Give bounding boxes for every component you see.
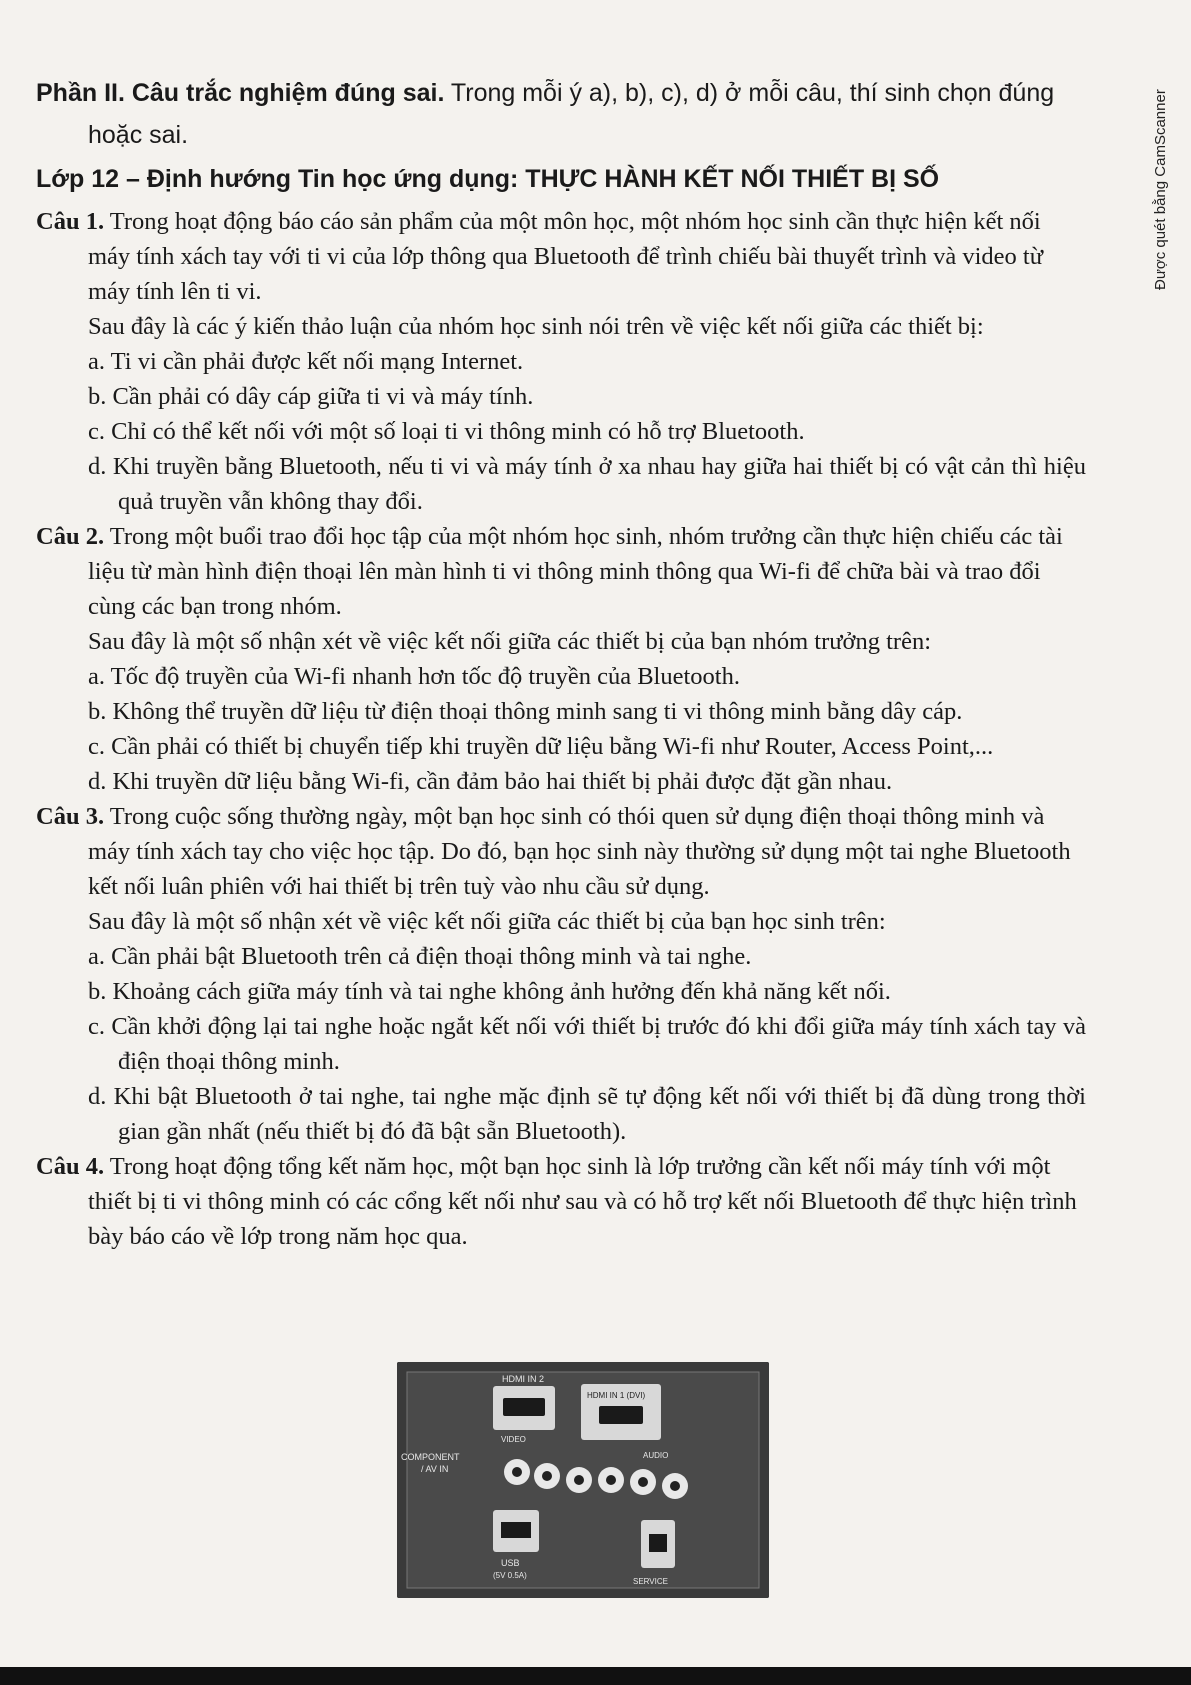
question-2-option-b: b. Không thể truyền dữ liệu từ điện thoại thông minh sang ti vi thông minh bằng dây cáp. xyxy=(88,698,963,725)
service-port-icon xyxy=(649,1534,667,1552)
part-description: Trong mỗi ý a), b), c), d) ở mỗi câu, thí sinh chọn đúng hoặc sai. xyxy=(88,79,1055,149)
scanner-watermark: Được quét bằng CamScanner xyxy=(1152,89,1169,290)
question-3-option-d: d. Khi bật Bluetooth ở tai nghe, tai nghe mặc định sẽ tự động kết nối với thiết bị đã dùng trong thời gian gần nhất (nếu thiết bị đó đã bật sẵn Bluetooth). xyxy=(88,1083,1086,1145)
question-2-option-a: a. Tốc độ truyền của Wi-fi nhanh hơn tốc độ truyền của Bluetooth. xyxy=(88,663,740,690)
question-2 xyxy=(36,519,1086,799)
audio-label: AUDIO xyxy=(643,1451,669,1460)
question-1-option-b: b. Cần phải có dây cáp giữa ti vi và máy tính. xyxy=(88,383,534,410)
question-1-option-d: d. Khi truyền bằng Bluetooth, nếu ti vi và máy tính ở xa nhau hay giữa hai thiết bị có vật cản thì hiệu quả truyền vẫn không thay đổi. xyxy=(88,453,1086,515)
hdmi1-label: HDMI IN 1 (DVI) xyxy=(587,1391,646,1400)
tv-ports-photo xyxy=(397,1362,769,1598)
rca-jack-3-center xyxy=(574,1475,584,1485)
part-heading xyxy=(36,72,1086,156)
question-4 xyxy=(36,1149,1086,1254)
component-label: COMPONENT xyxy=(401,1452,460,1462)
part-title: Phần II. Câu trắc nghiệm đúng sai. xyxy=(36,79,445,107)
rca-jack-5-center xyxy=(638,1477,648,1487)
question-2-intro: Sau đây là một số nhận xét về việc kết nối giữa các thiết bị của bạn nhóm trưởng trên: xyxy=(88,628,932,655)
hdmi2-label: HDMI IN 2 xyxy=(502,1374,545,1384)
question-2-option-c: c. Cần phải có thiết bị chuyển tiếp khi truyền dữ liệu bằng Wi-fi như Router, Access Point,... xyxy=(88,733,994,760)
question-4-stem xyxy=(36,1149,1086,1254)
usb-label: USB xyxy=(501,1558,520,1568)
rca-jack-2-center xyxy=(542,1471,552,1481)
question-1-stem xyxy=(36,204,1086,309)
question-3-label: Câu 3. xyxy=(36,803,105,830)
usb-port-icon xyxy=(501,1522,531,1538)
question-1-text: Trong hoạt động báo cáo sản phẩm của một môn học, một nhóm học sinh cần thực hiện kết nối máy tính xách tay với ti vi của lớp thông qua Bluetooth để trình chiếu bài thuyết trình và video từ máy tính lên ti vi. xyxy=(88,208,1044,305)
question-2-label: Câu 2. xyxy=(36,523,105,550)
question-1-intro: Sau đây là các ý kiến thảo luận của nhóm học sinh nói trên về việc kết nối giữa các thiết bị: xyxy=(88,313,984,340)
question-2-stem xyxy=(36,519,1086,624)
question-3-option-a: a. Cần phải bật Bluetooth trên cả điện thoại thông minh và tai nghe. xyxy=(88,943,752,970)
question-1-option-c: c. Chỉ có thể kết nối với một số loại ti vi thông minh có hỗ trợ Bluetooth. xyxy=(88,418,805,445)
question-3-stem xyxy=(36,799,1086,904)
question-3 xyxy=(36,799,1086,1149)
question-4-label: Câu 4. xyxy=(36,1153,105,1180)
question-1-label: Câu 1. xyxy=(36,208,105,235)
hdmi2-port-icon xyxy=(503,1398,545,1416)
grade-title: Lớp 12 – Định hướng Tin học ứng dụng: THỰC HÀNH KẾT NỐI THIẾT BỊ SỐ xyxy=(36,165,940,193)
av-in-label: / AV IN xyxy=(421,1464,449,1474)
question-3-option-b: b. Khoảng cách giữa máy tính và tai nghe không ảnh hưởng đến khả năng kết nối. xyxy=(88,978,891,1005)
video-label: VIDEO xyxy=(501,1435,526,1444)
rca-jack-6-center xyxy=(670,1481,680,1491)
page-content xyxy=(36,72,1086,1254)
question-2-text: Trong một buổi trao đổi học tập của một nhóm học sinh, nhóm trưởng cần thực hiện chiếu các tài liệu từ màn hình điện thoại lên màn hình ti vi thông minh thông qua Wi-fi để chữa bài và trao đổi cùng các bạn trong nhóm. xyxy=(88,523,1063,620)
usb-power-label: (5V 0.5A) xyxy=(493,1571,527,1580)
scan-bottom-edge xyxy=(0,1667,1191,1685)
tv-ports-illustration xyxy=(397,1362,769,1598)
question-3-text: Trong cuộc sống thường ngày, một bạn học sinh có thói quen sử dụng điện thoại thông minh và máy tính xách tay cho việc học tập. Do đó, bạn học sinh này thường sử dụng một tai nghe Bluetooth kết nối luân phiên với hai thiết bị trên tuỳ vào nhu cầu sử dụng. xyxy=(88,803,1071,900)
question-2-option-d: d. Khi truyền dữ liệu bằng Wi-fi, cần đảm bảo hai thiết bị phải được đặt gần nhau. xyxy=(88,768,893,795)
question-1-option-a: a. Ti vi cần phải được kết nối mạng Internet. xyxy=(88,348,524,375)
rca-jack-4-center xyxy=(606,1475,616,1485)
rca-jack-1-center xyxy=(512,1467,522,1477)
question-3-intro: Sau đây là một số nhận xét về việc kết nối giữa các thiết bị của bạn học sinh trên: xyxy=(88,908,886,935)
hdmi1-port-icon xyxy=(599,1406,643,1424)
question-1 xyxy=(36,204,1086,519)
question-4-text: Trong hoạt động tổng kết năm học, một bạn học sinh là lớp trưởng cần kết nối máy tính với một thiết bị ti vi thông minh có các cổng kết nối như sau và có hỗ trợ kết nối Bluetooth để thực hiện trình bày báo cáo về lớp trong năm học qua. xyxy=(88,1153,1077,1250)
question-3-option-c: c. Cần khởi động lại tai nghe hoặc ngắt kết nối với thiết bị trước đó khi đổi giữa máy tính xách tay và điện thoại thông minh. xyxy=(88,1013,1086,1075)
service-label: SERVICE xyxy=(633,1577,668,1586)
